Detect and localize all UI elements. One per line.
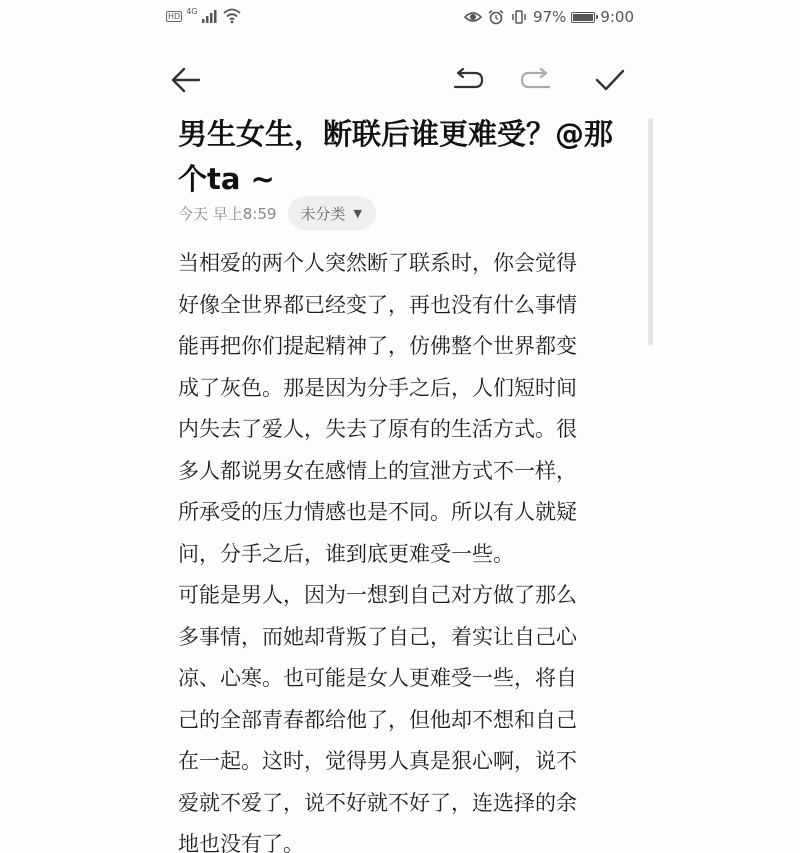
body-line: 多事情，而她却背叛了自己，着实让自己心 — [178, 624, 577, 649]
back-arrow-icon — [170, 66, 202, 94]
body-line: 所承受的压力情感也是不同。所以有人就疑 — [178, 500, 577, 524]
title-line: 个ta ~ — [178, 162, 275, 196]
vibrate-icon — [510, 9, 528, 25]
title-line: 男生女生，断联后谁更难受？@那 — [178, 117, 614, 151]
redo-icon — [519, 68, 553, 92]
eye-icon — [464, 9, 482, 25]
body-line: 问，分手之后，谁到底更难受一些。 — [178, 541, 514, 566]
body-line: 多人都说男女在感情上的宣泄方式不一样， — [178, 458, 577, 483]
alarm-icon — [487, 9, 505, 25]
category-label: 未分类 — [300, 204, 346, 223]
body-line: 内失去了爱人，失去了原有的生活方式。很 — [178, 417, 577, 441]
body-line: 可能是男人，因为一想到自己对方做了那么 — [178, 583, 577, 607]
scrollbar[interactable] — [648, 118, 653, 346]
editor-toolbar — [166, 60, 634, 100]
wifi-icon — [223, 8, 241, 24]
clock: 9:00 — [600, 8, 634, 26]
check-icon — [595, 67, 625, 93]
body-line: 凉、心寒。也可能是女人更难受一些，将自 — [178, 666, 577, 690]
redo-button[interactable] — [516, 60, 556, 100]
body-line: 能再把你们提起精神了，仿佛整个世界都变 — [178, 334, 577, 358]
hd-badge: HD — [168, 11, 181, 21]
undo-icon — [451, 68, 485, 92]
status-bar-left — [166, 8, 241, 24]
undo-button[interactable] — [448, 60, 488, 100]
battery-percent: 97% — [532, 8, 567, 26]
signal-icon — [201, 8, 219, 24]
note-meta — [178, 196, 376, 230]
body-line: 地也没有了。 — [178, 832, 304, 853]
note-title[interactable] — [178, 112, 618, 202]
note-body[interactable] — [178, 243, 618, 853]
status-bar — [166, 8, 634, 30]
body-line: 成了灰色。那是因为分手之后，人们短时间 — [178, 375, 577, 400]
back-button[interactable] — [166, 60, 206, 100]
category-dropdown[interactable] — [288, 196, 375, 230]
body-line: 在一起。这时，觉得男人真是狠心啊，说不 — [178, 749, 577, 773]
body-line: 好像全世界都已经变了，再也没有什么事情 — [178, 292, 577, 317]
paragraph — [178, 575, 618, 853]
paragraph — [178, 243, 618, 575]
status-bar-right — [464, 8, 634, 26]
caret-down-icon: ▼ — [353, 206, 362, 220]
confirm-button[interactable] — [590, 60, 630, 100]
note-timestamp: 今天 早上8:59 — [178, 204, 277, 223]
battery-level-fill — [573, 14, 592, 21]
battery-icon — [571, 12, 595, 23]
network-type: 4G — [186, 6, 198, 16]
body-line: 爱就不爱了，说不好就不好了，连选择的余 — [178, 790, 577, 815]
body-line: 己的全部青春都给他了，但他却不想和自己 — [178, 707, 577, 732]
body-line: 当相爱的两个人突然断了联系时，你会觉得 — [178, 251, 577, 275]
